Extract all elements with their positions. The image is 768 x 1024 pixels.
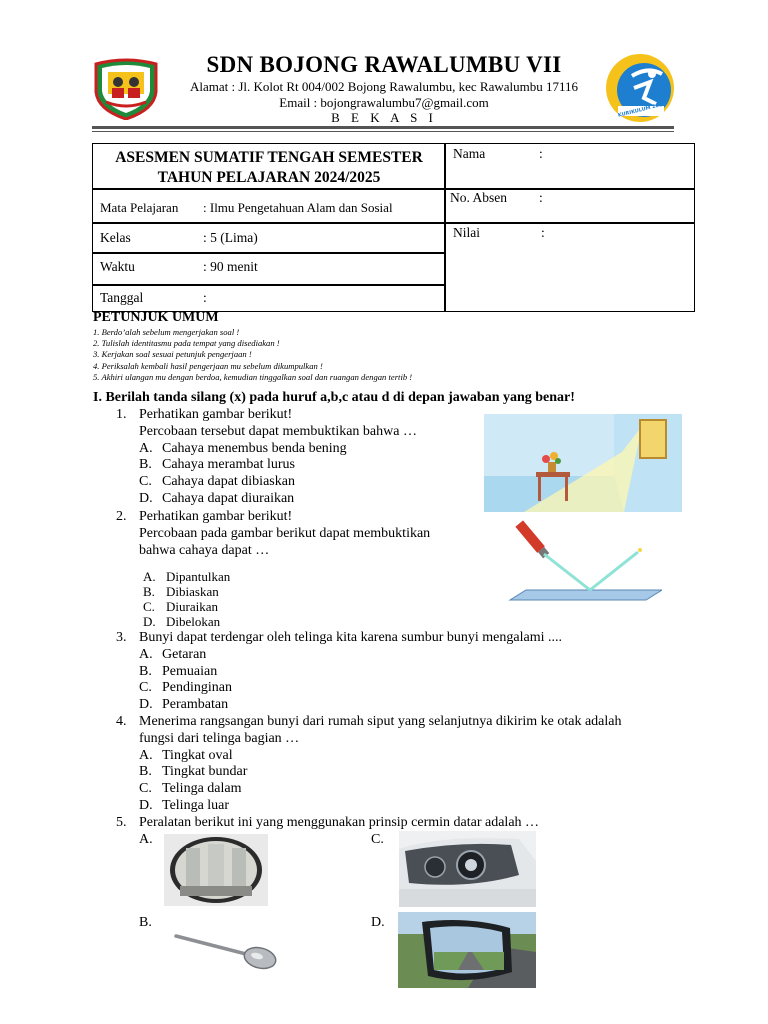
reflection-illustration bbox=[506, 518, 662, 602]
spoon-image[interactable] bbox=[168, 912, 284, 982]
question-text: Perhatikan gambar berikut! bbox=[139, 509, 293, 524]
option-c[interactable]: C. Cahaya dapat dibiaskan bbox=[139, 474, 295, 490]
option-c[interactable]: C. Telinga dalam bbox=[139, 781, 242, 797]
car-headlight-image[interactable] bbox=[399, 831, 536, 907]
nama-value[interactable]: : bbox=[539, 146, 543, 161]
question-text: Bunyi dapat terdengar oleh telinga kita karena sumbur bunyi mengalami .... bbox=[139, 630, 562, 645]
petunjuk-list bbox=[93, 327, 412, 383]
school-address: Alamat : Jl. Kolot Rt 004/002 Bojong Rawalumbu, kec Rawalumbu 17116 bbox=[189, 79, 579, 94]
exam-title: ASESMEN SUMATIF TENGAH SEMESTER bbox=[115, 149, 423, 166]
absen-label: No. Absen bbox=[450, 190, 507, 205]
question-1 bbox=[116, 407, 417, 508]
absen-box bbox=[444, 188, 695, 224]
round-mirror-image[interactable] bbox=[164, 834, 268, 906]
kelas-box bbox=[92, 222, 446, 254]
option-c[interactable]: C. Pendinginan bbox=[139, 680, 232, 696]
petunjuk-title: PETUNJUK UMUM bbox=[93, 310, 219, 325]
option-a[interactable]: A. Cahaya menembus benda bening bbox=[139, 440, 347, 456]
tanggal-label: Tanggal bbox=[100, 290, 144, 305]
question-text: Peralatan berikut ini yang menggunakan prinsip cermin datar adalah … bbox=[139, 815, 540, 830]
option-b[interactable]: B. Cahaya merambat lurus bbox=[139, 457, 295, 473]
option-d[interactable]: D. Perambatan bbox=[139, 697, 229, 713]
image-option-a-label[interactable]: A. bbox=[139, 832, 153, 847]
nilai-value[interactable]: : bbox=[541, 225, 545, 240]
question-2-options bbox=[143, 569, 230, 629]
question-text: fungsi dari telinga bagian … bbox=[139, 730, 300, 746]
mapel-box bbox=[92, 188, 446, 224]
petunjuk-item: 2. Tulislah identitasmu pada tempat yang disediakan ! bbox=[93, 338, 280, 349]
option-d[interactable]: D. Cahaya dapat diuraikan bbox=[139, 490, 295, 506]
exam-title-box bbox=[92, 143, 446, 190]
question-2 bbox=[116, 509, 430, 559]
tanggal-value[interactable]: : bbox=[203, 290, 207, 305]
option-a[interactable]: A. Dipantulkan bbox=[143, 569, 231, 584]
image-option-d-label[interactable]: D. bbox=[371, 915, 385, 930]
exam-year: TAHUN PELAJARAN 2024/2025 bbox=[157, 169, 381, 186]
question-text: Percobaan tersebut dapat membuktikan bahwa … bbox=[139, 423, 417, 439]
light-room-illustration bbox=[484, 414, 682, 512]
nama-label: Nama bbox=[453, 146, 486, 161]
side-mirror-image[interactable] bbox=[398, 912, 536, 988]
question-text: bahwa cahaya dapat … bbox=[139, 542, 270, 558]
kurikulum-logo bbox=[604, 52, 676, 124]
mapel-value: : Ilmu Pengetahuan Alam dan Sosial bbox=[203, 200, 393, 215]
option-d[interactable]: D. Telinga luar bbox=[139, 797, 230, 813]
petunjuk-item: 4. Periksalah kembali hasil pengerjaan mu sebelum dikumpulkan ! bbox=[93, 360, 323, 371]
nama-box bbox=[444, 143, 695, 190]
question-3 bbox=[116, 630, 562, 714]
waktu-value: : 90 menit bbox=[203, 259, 258, 274]
option-b[interactable]: B. Tingkat bundar bbox=[139, 764, 248, 780]
question-number: 2. bbox=[116, 509, 127, 524]
option-a[interactable]: A. Tingkat oval bbox=[139, 747, 233, 763]
question-number: 5. bbox=[116, 815, 127, 830]
kelas-value: : 5 (Lima) bbox=[203, 230, 258, 245]
question-text: Percobaan pada gambar berikut dapat membuktikan bbox=[139, 525, 431, 541]
section-instruction: I. Berilah tanda silang (x) pada huruf a,b,c atau d di depan jawaban yang benar! bbox=[93, 390, 575, 405]
question-text: Menerima rangsangan bunyi dari rumah siput yang selanjutnya dikirim ke otak adalah bbox=[139, 714, 622, 729]
school-email: Email : bojongrawalumbu7@gmail.com bbox=[279, 94, 489, 110]
option-b[interactable]: B. Pemuaian bbox=[139, 663, 218, 679]
nilai-label: Nilai bbox=[453, 225, 480, 240]
question-4 bbox=[116, 714, 621, 815]
waktu-box bbox=[92, 252, 446, 286]
option-a[interactable]: A. Getaran bbox=[139, 646, 207, 662]
question-number: 3. bbox=[116, 630, 127, 645]
header-rule-thick bbox=[92, 126, 674, 129]
tanggal-box bbox=[92, 284, 446, 312]
absen-value[interactable]: : bbox=[539, 190, 543, 205]
image-option-c-label[interactable]: C. bbox=[371, 832, 384, 847]
question-5 bbox=[116, 815, 539, 832]
header-rule-thin bbox=[92, 131, 674, 132]
question-number: 4. bbox=[116, 714, 127, 729]
question-text: Perhatikan gambar berikut! bbox=[139, 407, 293, 422]
kelas-label: Kelas bbox=[100, 230, 131, 245]
petunjuk-item: 1. Berdo’alah sebelum mengerjakan soal ! bbox=[93, 327, 240, 337]
mapel-label: Mata Pelajaran bbox=[100, 200, 179, 215]
option-b[interactable]: B. Dibiaskan bbox=[143, 584, 219, 599]
petunjuk-item: 3. Kerjakan soal sesuai petunjuk pengerjaan ! bbox=[93, 349, 252, 360]
option-c[interactable]: C. Diuraikan bbox=[143, 599, 218, 614]
petunjuk-item: 5. Akhiri ulangan mu dengan berdoa, kemudian tinggalkan soal dan ruangan dengan tertib ! bbox=[93, 371, 413, 382]
waktu-label: Waktu bbox=[100, 259, 135, 274]
school-city: B E K A S I bbox=[331, 110, 437, 125]
image-option-b-label[interactable]: B. bbox=[139, 915, 152, 930]
question-number: 1. bbox=[116, 407, 127, 422]
school-name: SDN BOJONG RAWALUMBU VII bbox=[206, 52, 562, 77]
option-d[interactable]: D. Dibelokan bbox=[143, 614, 221, 629]
nilai-box bbox=[444, 222, 695, 312]
kurikulum-logo-text: KURIKULUM 2013 bbox=[617, 101, 667, 119]
